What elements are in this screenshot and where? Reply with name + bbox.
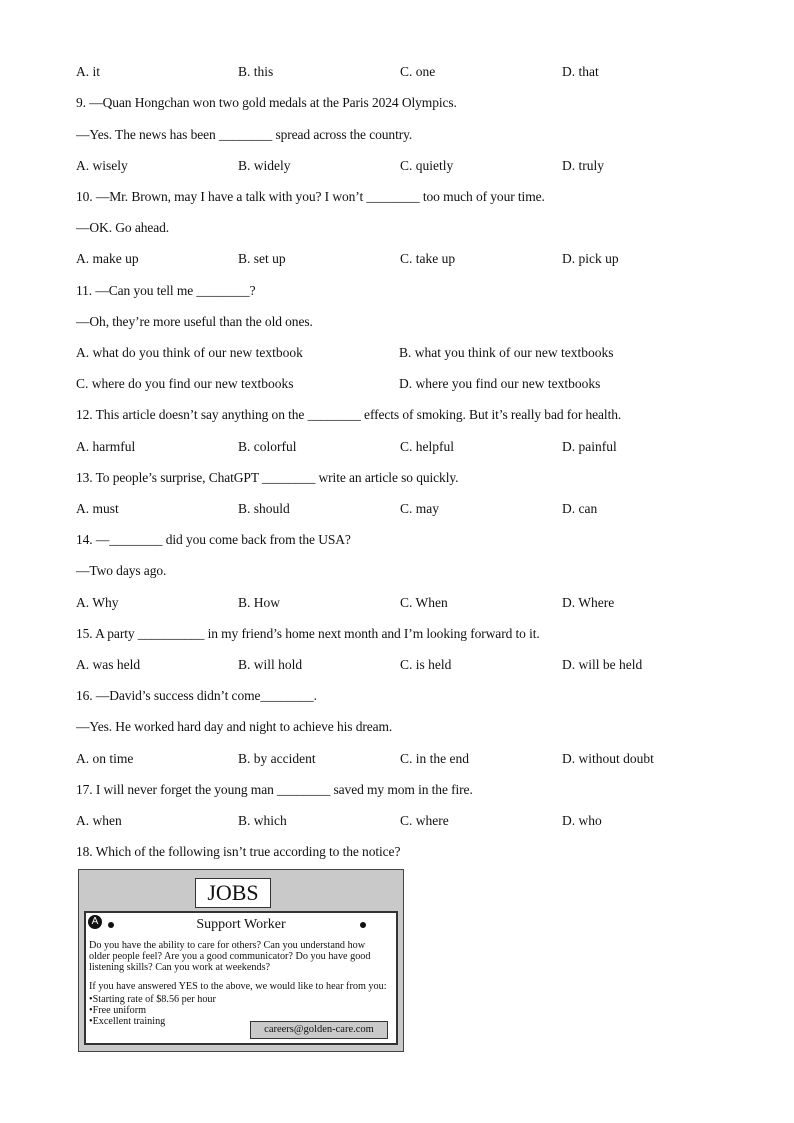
q14-option-a: A. Why xyxy=(76,595,119,610)
q12-option-a: A. harmful xyxy=(76,439,136,454)
q11-option-a: A. what do you think of our new textbook xyxy=(76,345,303,360)
q10-options xyxy=(76,251,716,269)
q15-option-d: D. will be held xyxy=(562,657,643,672)
q13-options xyxy=(76,501,716,519)
q8-option-a: A. it xyxy=(76,64,101,79)
q17-option-b: B. which xyxy=(238,813,287,828)
notice-para2: If you have answered YES to the above, we would like to hear from you: xyxy=(89,981,387,992)
q9-question: 9. —Quan Hongchan won two gold medals at the Paris 2024 Olympics. xyxy=(76,95,457,110)
q12-question: 12. This article doesn’t say anything on the ________ effects of smoking. But it’s really bad for health. xyxy=(76,407,622,422)
q16-answer-line: —Yes. He worked hard day and night to achieve his dream. xyxy=(76,719,393,734)
q9-option-b: B. widely xyxy=(238,158,291,173)
q8-option-b: B. this xyxy=(238,64,274,79)
q9-option-d: D. truly xyxy=(562,158,604,173)
q15-question: 15. A party __________ in my friend’s home next month and I’m looking forward to it. xyxy=(76,626,540,641)
q14-question: 14. —________ did you come back from the USA? xyxy=(76,532,351,547)
q17-option-d: D. who xyxy=(562,813,602,828)
q16-option-b: B. by accident xyxy=(238,751,316,766)
q8-options xyxy=(76,64,716,82)
q12-option-c: C. helpful xyxy=(400,439,454,454)
q10-question: 10. —Mr. Brown, may I have a talk with you? I won’t ________ too much of your time. xyxy=(76,189,545,204)
q11-option-c: C. where do you find our new textbooks xyxy=(76,376,294,391)
notice-bullet-1: •Starting rate of $8.56 per hour xyxy=(89,994,216,1005)
q14-option-c: C. When xyxy=(400,595,448,610)
q16-question: 16. —David’s success didn’t come________. xyxy=(76,688,317,703)
q11-option-b: B. what you think of our new textbooks xyxy=(399,345,614,360)
q17-question: 17. I will never forget the young man ________ saved my mom in the fire. xyxy=(76,782,473,797)
notice-card xyxy=(84,911,398,1045)
q14-option-d: D. Where xyxy=(562,595,615,610)
q13-option-b: B. should xyxy=(238,501,290,516)
q13-option-d: D. can xyxy=(562,501,598,516)
jobs-notice xyxy=(78,869,404,1052)
q9-options xyxy=(76,158,716,176)
q16-options xyxy=(76,751,716,769)
q10-option-d: D. pick up xyxy=(562,251,619,266)
q15-option-a: A. was held xyxy=(76,657,141,672)
notice-header: JOBS xyxy=(195,878,271,908)
q13-option-c: C. may xyxy=(400,501,439,516)
notice-badge-icon: A xyxy=(88,915,102,929)
q11-answer-line: —Oh, they’re more useful than the old ones. xyxy=(76,314,313,329)
q11-options-row2 xyxy=(76,376,716,394)
q13-question: 13. To people’s surprise, ChatGPT ________ write an article so quickly. xyxy=(76,470,459,485)
q9-option-c: C. quietly xyxy=(400,158,454,173)
q10-option-a: A. make up xyxy=(76,251,139,266)
q8-option-d: D. that xyxy=(562,64,599,79)
q14-answer-line: —Two days ago. xyxy=(76,563,167,578)
q10-option-c: C. take up xyxy=(400,251,456,266)
q12-options xyxy=(76,439,716,457)
q12-option-b: B. colorful xyxy=(238,439,297,454)
q17-options xyxy=(76,813,716,831)
q11-question: 11. —Can you tell me ________? xyxy=(76,283,256,298)
q8-option-c: C. one xyxy=(400,64,436,79)
notice-para1-line1: Do you have the ability to care for others? Can you understand how xyxy=(89,940,366,951)
q10-option-b: B. set up xyxy=(238,251,286,266)
q12-option-d: D. painful xyxy=(562,439,617,454)
q17-option-c: C. where xyxy=(400,813,449,828)
q13-option-a: A. must xyxy=(76,501,119,516)
q15-option-c: C. is held xyxy=(400,657,452,672)
q16-option-d: D. without doubt xyxy=(562,751,654,766)
notice-email: careers@golden-care.com xyxy=(250,1021,388,1039)
notice-para1-line3: listening skills? Can you work at weekends? xyxy=(89,962,271,973)
q11-option-d: D. where you find our new textbooks xyxy=(399,376,601,391)
notice-title: Support Worker xyxy=(196,917,286,932)
q17-option-a: A. when xyxy=(76,813,122,828)
q15-options xyxy=(76,657,716,675)
q14-option-b: B. How xyxy=(238,595,281,610)
notice-bullet-3: •Excellent training xyxy=(89,1016,166,1027)
q9-answer-line: —Yes. The news has been ________ spread across the country. xyxy=(76,127,413,142)
q9-option-a: A. wisely xyxy=(76,158,128,173)
q11-options-row1 xyxy=(76,345,716,363)
q14-options xyxy=(76,595,716,613)
q16-option-a: A. on time xyxy=(76,751,134,766)
notice-bullet-2: •Free uniform xyxy=(89,1005,147,1016)
q18-question: 18. Which of the following isn’t true according to the notice? xyxy=(76,844,401,859)
q10-answer-line: —OK. Go ahead. xyxy=(76,220,170,235)
notice-para1-line2: older people feel? Are you a good communicator? Do you have good xyxy=(89,951,371,962)
q16-option-c: C. in the end xyxy=(400,751,469,766)
q15-option-b: B. will hold xyxy=(238,657,303,672)
